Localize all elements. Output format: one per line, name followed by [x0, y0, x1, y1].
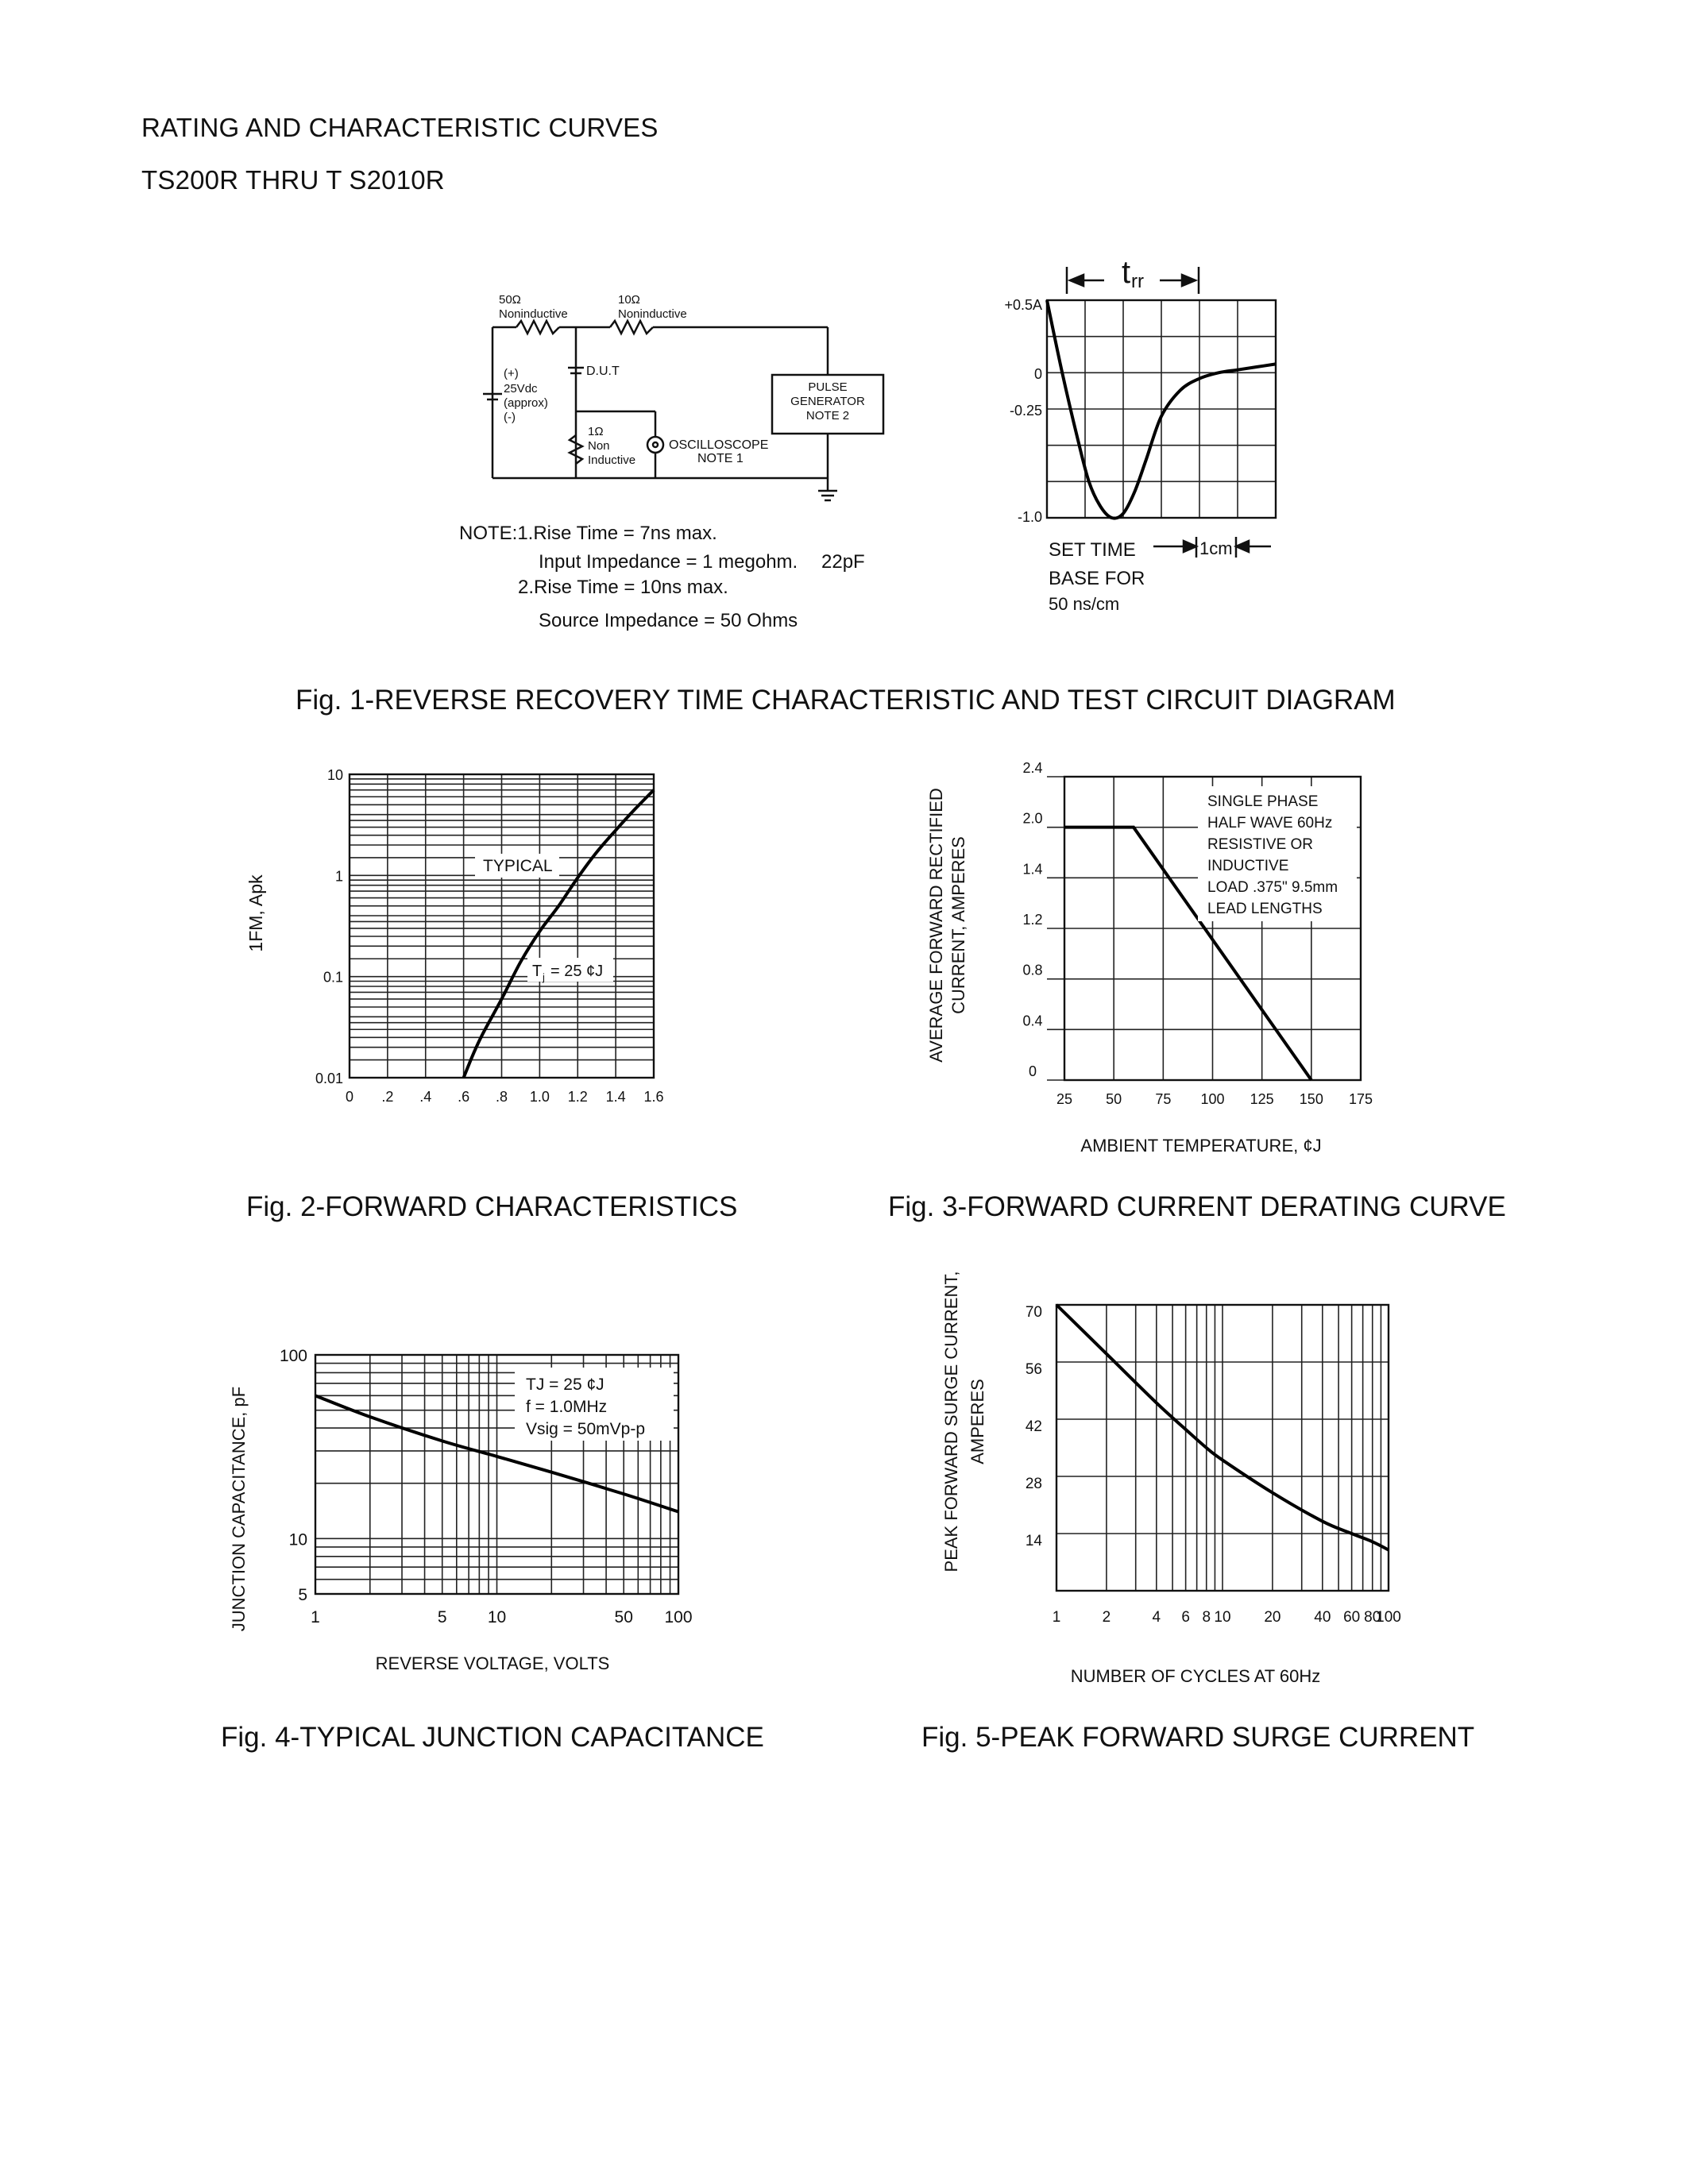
trr-subscript: rr: [1131, 271, 1144, 292]
fig3-y-tick-label: 2.4: [1022, 760, 1043, 776]
fig3-x-tick-label: 50: [1106, 1091, 1122, 1107]
fig4-x-tick-label: 10: [487, 1608, 507, 1626]
source-voltage: 25Vdc: [504, 382, 538, 396]
fig5-x-tick-label: 8: [1202, 1609, 1211, 1626]
r2-desc: Noninductive: [618, 307, 687, 321]
fig5-x-tick-label: 20: [1264, 1609, 1281, 1626]
fig5-x-tick-label: 60: [1343, 1609, 1361, 1626]
scope-y-label: 0: [1033, 366, 1042, 382]
minus-label: (-): [504, 411, 516, 424]
time-rate-label: 50 ns/cm: [1049, 594, 1120, 614]
fig5-y-axis-label-1: PEAK FORWARD SURGE CURRENT,: [941, 1271, 961, 1572]
plus-label: (+): [504, 367, 519, 380]
fig3-x-tick-label: 25: [1056, 1091, 1073, 1107]
fig2-caption: Fig. 2-FORWARD CHARACTERISTICS: [246, 1191, 738, 1222]
fig4-y-tick-label: 10: [288, 1530, 307, 1549]
fig5-x-tick-label: 10: [1214, 1609, 1231, 1626]
fig3-y-tick-label: 2.0: [1022, 810, 1043, 827]
note-5: Source Impedance = 50 Ohms: [539, 610, 798, 631]
fig2-typical-label: TYPICAL: [483, 857, 553, 875]
fig5-y-tick-label: 70: [1025, 1304, 1042, 1321]
fig2-x-tick-label: 1.4: [605, 1089, 626, 1105]
fig3-x-tick-label: 150: [1299, 1091, 1323, 1107]
page-subtitle: TS200R THRU T S2010R: [141, 165, 445, 195]
fig3-note: HALF WAVE 60Hz: [1207, 815, 1333, 832]
fig5-y-axis-label-2: AMPERES: [968, 1379, 987, 1464]
page-title: RATING AND CHARACTERISTIC CURVES: [141, 113, 659, 142]
fig2-y-tick-label: 10: [326, 767, 343, 783]
fig5-caption: Fig. 5-PEAK FORWARD SURGE CURRENT: [921, 1722, 1475, 1753]
fig2-tj-value: = 25 ¢J: [550, 963, 604, 980]
fig3-y-tick-label: 1.4: [1022, 861, 1043, 878]
note-2: Input Impedance = 1 megohm.: [539, 551, 798, 573]
fig5-x-tick-label: 1: [1052, 1609, 1061, 1626]
oscilloscope-note: NOTE 1: [697, 452, 744, 465]
fig4-note: f = 1.0MHz: [526, 1398, 608, 1416]
fig2-x-tick-label: .6: [458, 1089, 470, 1105]
fig4-y-tick-label: 100: [279, 1347, 307, 1365]
fig1-caption: Fig. 1-REVERSE RECOVERY TIME CHARACTERISTIC AND TEST CIRCUIT DIAGRAM: [295, 685, 1396, 716]
fig2-tj-subscript: j: [543, 971, 545, 983]
fig3-note: LOAD .375" 9.5mm: [1207, 879, 1338, 896]
fig3-x-tick-label: 125: [1250, 1091, 1274, 1107]
fig3-y-tick-label: 0.4: [1022, 1013, 1043, 1029]
r1-desc: Noninductive: [499, 307, 568, 321]
fig5-x-tick-label: 2: [1102, 1609, 1111, 1626]
fig2-x-tick-label: 1.6: [643, 1089, 664, 1105]
scope-y-label: -0.25: [1009, 403, 1042, 419]
fig2-x-tick-label: 0: [345, 1089, 354, 1105]
fig5-x-tick-label: 4: [1152, 1609, 1161, 1626]
note-4: 2.Rise Time = 10ns max.: [518, 577, 728, 598]
fig3-x-tick-label: 100: [1200, 1091, 1225, 1107]
fig2-x-tick-label: .8: [495, 1089, 508, 1105]
fig4-note: Vsig = 50mVp-p: [526, 1420, 645, 1438]
r2-value: 10Ω: [618, 293, 640, 307]
fig2-y-tick-label: 0.01: [315, 1071, 343, 1086]
fig2-y-axis-label: 1FM, Apk: [245, 874, 266, 952]
oscilloscope-label: OSCILLOSCOPE: [669, 438, 769, 452]
r3-desc2: Inductive: [588, 453, 636, 467]
fig3-x-tick-label: 75: [1155, 1091, 1172, 1107]
fig5-x-tick-label: 40: [1314, 1609, 1331, 1626]
fig3-x-axis-label: AMBIENT TEMPERATURE, ¢J: [1080, 1136, 1322, 1156]
fig4-y-tick-label: 5: [298, 1586, 307, 1604]
fig4-x-tick-label: 1: [311, 1608, 320, 1626]
fig3-note: INDUCTIVE: [1207, 858, 1289, 874]
note-3: 22pF: [821, 551, 865, 573]
approx-label: (approx): [504, 396, 548, 410]
fig4-y-axis-label: JUNCTION CAPACITANCE, pF: [229, 1386, 249, 1632]
r3-value: 1Ω: [588, 425, 604, 438]
r3-desc1: Non: [588, 439, 610, 453]
fig5-x-tick-label: 6: [1181, 1609, 1190, 1626]
fig2-y-tick-label: 1: [334, 868, 343, 885]
fig5-y-tick-label: 56: [1025, 1361, 1042, 1378]
fig3-y-tick-label: 1.2: [1022, 912, 1043, 928]
fig2-x-tick-label: .2: [381, 1089, 394, 1105]
fig4-note: TJ = 25 ¢J: [526, 1376, 605, 1394]
fig4-x-tick-label: 100: [664, 1608, 693, 1626]
fig3-y-axis-label-2: CURRENT, AMPERES: [948, 836, 968, 1014]
set-time-label: SET TIME: [1049, 539, 1136, 561]
fig5-x-axis-label: NUMBER OF CYCLES AT 60Hz: [1070, 1666, 1321, 1686]
fig3-y-tick-label: 0.8: [1022, 962, 1043, 978]
dut-label: D.U.T: [586, 365, 620, 378]
fig3-x-tick-label: 175: [1348, 1091, 1373, 1107]
note-1: NOTE:1.Rise Time = 7ns max.: [459, 523, 717, 544]
fig4-x-tick-label: 50: [614, 1608, 633, 1626]
fig5-x-tick-label: 80: [1364, 1609, 1381, 1626]
fig2-y-tick-label: 0.1: [323, 969, 343, 986]
fig5-y-tick-label: 28: [1025, 1476, 1042, 1492]
fig2-x-tick-label: 1.0: [529, 1089, 550, 1105]
fig3-note: LEAD LENGTHS: [1207, 901, 1323, 917]
r1-value: 50Ω: [499, 293, 521, 307]
pulse-gen-label1: PULSE: [808, 380, 848, 394]
fig4-x-axis-label: REVERSE VOLTAGE, VOLTS: [375, 1653, 610, 1673]
fig2-x-tick-label: .4: [419, 1089, 432, 1105]
fig2-x-tick-label: 1.2: [567, 1089, 588, 1105]
fig3-caption: Fig. 3-FORWARD CURRENT DERATING CURVE: [888, 1191, 1506, 1222]
base-for-label: BASE FOR: [1049, 568, 1145, 589]
fig5-y-tick-label: 42: [1025, 1418, 1042, 1435]
fig3-note: SINGLE PHASE: [1207, 793, 1319, 810]
fig4-caption: Fig. 4-TYPICAL JUNCTION CAPACITANCE: [221, 1722, 764, 1753]
fig3-note: RESISTIVE OR: [1207, 836, 1314, 853]
fig4-x-tick-label: 5: [437, 1608, 447, 1626]
fig5-y-tick-label: 14: [1025, 1533, 1042, 1549]
scope-y-label: -1.0: [1017, 509, 1042, 525]
fig5-x-tick-label: 100: [1376, 1609, 1401, 1626]
scope-y-label: +0.5A: [1004, 297, 1042, 313]
cm-label: 1cm: [1199, 538, 1233, 558]
trr-label: t: [1122, 255, 1131, 290]
fig3-y-axis-label-1: AVERAGE FORWARD RECTIFIED: [926, 788, 946, 1063]
pulse-gen-label3: NOTE 2: [805, 409, 850, 423]
fig2-tj-label: T: [532, 963, 543, 980]
fig3-y-tick-label: 0: [1028, 1063, 1037, 1079]
pulse-gen-label2: GENERATOR: [790, 395, 865, 408]
